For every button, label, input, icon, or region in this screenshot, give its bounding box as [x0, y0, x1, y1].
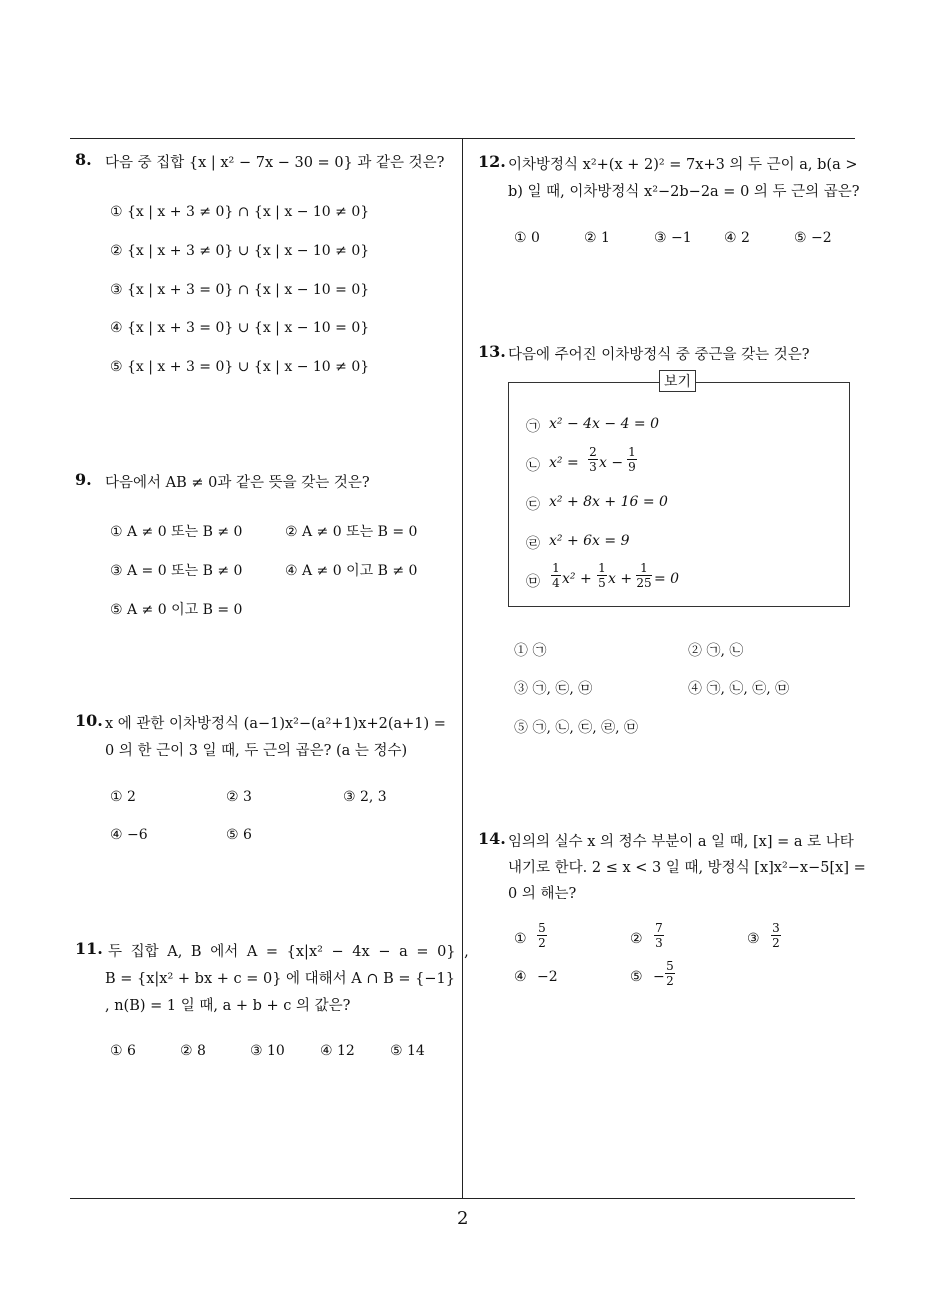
- question-stem-line1: 이차방정식 x²+(x + 2)² = 7x+3 의 두 근이 a, b(a >: [508, 157, 858, 173]
- choice-3[interactable]: ③ −1: [654, 230, 692, 246]
- choice-4[interactable]: ④ 12: [320, 1043, 355, 1059]
- fraction: 2 3: [589, 445, 597, 474]
- question-stem: 다음에 주어진 이차방정식 중 중근을 갖는 것은?: [508, 347, 810, 363]
- question-number: 13.: [478, 342, 506, 361]
- question-stem: 다음에서 AB ≠ 0과 같은 뜻을 갖는 것은?: [105, 475, 370, 491]
- question-stem-line1: x 에 관한 이차방정식 (a−1)x²−(a²+1)x+2(a+1) =: [105, 716, 446, 732]
- choice-2[interactable]: ② ㉠, ㉡: [688, 643, 744, 659]
- choice-marker: ①: [514, 931, 527, 947]
- question-stem-line2: B = {x|x² + bx + c = 0} 에 대해서 A ∩ B = {−1}: [105, 971, 455, 987]
- page-number: 2: [457, 1208, 469, 1229]
- fraction: 1 25: [636, 561, 652, 590]
- choice-1[interactable]: ① {x | x + 3 ≠ 0} ∩ {x | x − 10 ≠ 0}: [110, 204, 370, 220]
- question-stem-line1: 두 집합 A, B 에서 A = {x|x² − 4x − a = 0} ,: [108, 944, 469, 960]
- question-stem-line1: 임의의 실수 x 의 정수 부분이 a 일 때, [x] = a 로 나타: [508, 834, 854, 850]
- choice-2[interactable]: ② 8: [180, 1043, 206, 1059]
- minus-sign: −: [653, 969, 665, 985]
- choice-2[interactable]: ② {x | x + 3 ≠ 0} ∪ {x | x − 10 ≠ 0}: [110, 243, 370, 259]
- choice-5[interactable]: ⑤ −2: [794, 230, 832, 246]
- choice-3[interactable]: ③ {x | x + 3 = 0} ∩ {x | x − 10 = 0}: [110, 282, 370, 298]
- choice-1[interactable]: ① 0: [514, 230, 540, 246]
- fraction: 5 2: [666, 959, 674, 988]
- box-item-marker: ㉣: [526, 536, 540, 552]
- choice-5[interactable]: ⑤ ㉠, ㉡, ㉢, ㉣, ㉤: [514, 720, 639, 736]
- question-number: 14.: [478, 829, 506, 848]
- box-item-expr: x² + 8x + 16 = 0: [549, 494, 668, 510]
- box-item-expr: x +: [608, 571, 633, 587]
- question-stem-line3: , n(B) = 1 일 때, a + b + c 의 값은?: [105, 998, 351, 1014]
- box-item-expr: = 0: [654, 571, 680, 587]
- bottom-rule: [70, 1198, 855, 1199]
- choice-1[interactable]: ① ㉠: [514, 643, 547, 659]
- choice-marker: ③: [747, 931, 760, 947]
- choice-1[interactable]: ① 6: [110, 1043, 136, 1059]
- box-item-expr: x² +: [562, 571, 592, 587]
- box-item-marker: ㉢: [526, 497, 540, 513]
- fraction: 1 4: [552, 561, 560, 590]
- fraction: 5 2: [538, 921, 546, 950]
- fraction: 1 9: [628, 445, 636, 474]
- choice-4[interactable]: ④ ㉠, ㉡, ㉢, ㉤: [688, 681, 790, 697]
- box-item-expr: x² =: [549, 455, 579, 471]
- choice-5[interactable]: ⑤ 14: [390, 1043, 425, 1059]
- choice-4[interactable]: ④ 2: [724, 230, 750, 246]
- choice-marker: ④: [514, 969, 527, 985]
- choice-2[interactable]: ② 3: [226, 789, 252, 805]
- box-item-expr: x² + 6x = 9: [549, 533, 630, 549]
- question-number: 9.: [75, 470, 92, 489]
- choice-4[interactable]: ④ {x | x + 3 = 0} ∪ {x | x − 10 = 0}: [110, 320, 370, 336]
- choice-1[interactable]: ① 2: [110, 789, 136, 805]
- choice-4[interactable]: ④ A ≠ 0 이고 B ≠ 0: [285, 563, 418, 579]
- choice-5[interactable]: ⑤ {x | x + 3 = 0} ∪ {x | x − 10 ≠ 0}: [110, 359, 370, 375]
- question-stem-line3: 0 의 해는?: [508, 886, 577, 902]
- question-stem-line2: 0 의 한 근이 3 일 때, 두 근의 곱은? (a 는 정수): [105, 743, 408, 759]
- question-number: 11.: [75, 939, 103, 958]
- question-stem-line2: b) 일 때, 이차방정식 x²−2b−2a = 0 의 두 근의 곱은?: [508, 184, 860, 200]
- question-stem: 다음 중 집합 {x | x² − 7x − 30 = 0} 과 같은 것은?: [105, 155, 445, 171]
- choice-4[interactable]: ④ −6: [110, 827, 148, 843]
- fraction: 1 5: [598, 561, 606, 590]
- choice-1[interactable]: ① A ≠ 0 또는 B ≠ 0: [110, 524, 243, 540]
- choice-3[interactable]: ③ 10: [250, 1043, 285, 1059]
- box-item-marker: ㉡: [526, 458, 540, 474]
- question-stem-line2: 내기로 한다. 2 ≤ x < 3 일 때, 방정식 [x]x²−x−5[x] =: [508, 860, 866, 876]
- example-box-title: 보기: [659, 370, 696, 392]
- box-item-marker: ㉤: [526, 574, 540, 590]
- choice-3[interactable]: ③ A = 0 또는 B ≠ 0: [110, 563, 243, 579]
- choice-marker: ②: [630, 931, 643, 947]
- choice-3[interactable]: ③ ㉠, ㉢, ㉤: [514, 681, 593, 697]
- question-number: 10.: [75, 711, 103, 730]
- box-item-expr: x −: [599, 455, 624, 471]
- box-item-marker: ㉠: [526, 419, 540, 435]
- choice-marker: ⑤: [630, 969, 643, 985]
- choice-5[interactable]: ⑤ 6: [226, 827, 252, 843]
- choice-2[interactable]: ② 1: [584, 230, 610, 246]
- box-item-expr: x² − 4x − 4 = 0: [549, 416, 660, 432]
- column-divider: [462, 139, 463, 1199]
- choice-3[interactable]: ③ 2, 3: [343, 789, 387, 805]
- question-number: 12.: [478, 152, 506, 171]
- fraction: 3 2: [772, 921, 780, 950]
- fraction: 7 3: [655, 921, 663, 950]
- question-number: 8.: [75, 150, 92, 169]
- choice-5[interactable]: ⑤ A ≠ 0 이고 B = 0: [110, 602, 243, 618]
- choice-value: −2: [537, 969, 558, 985]
- choice-2[interactable]: ② A ≠ 0 또는 B = 0: [285, 524, 418, 540]
